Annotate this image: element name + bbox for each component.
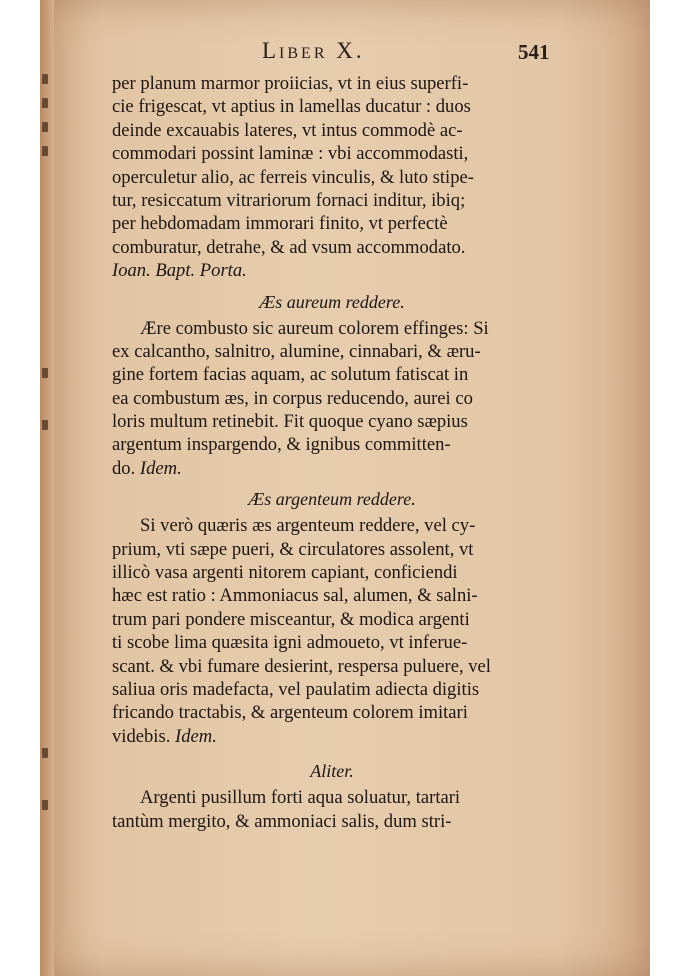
text-line: loris multum retinebit. Fit quoque cyano sæpius: [112, 411, 468, 433]
binding-mark: [42, 122, 48, 132]
line-end-text: do.: [112, 457, 136, 479]
body-text: [112, 72, 552, 833]
text-line: commodari possint laminæ : vbi accommodasti,: [112, 143, 469, 165]
section-heading: Æs argenteum reddere.: [248, 489, 416, 510]
text-line: per hebdomadam immorari finito, vt perfectè: [112, 213, 448, 235]
binding-mark: [42, 800, 48, 810]
text-line: cie frigescat, vt aptius in lamellas ducatur : duos: [112, 96, 471, 118]
binding-mark: [42, 368, 48, 378]
page-header: [40, 38, 650, 68]
binding-mark: [42, 748, 48, 758]
text-line: comburatur, detrahe, & ad vsum accommodato.: [112, 236, 466, 258]
text-line: illicò vasa argenti nitorem capiant, conficiendi: [112, 562, 458, 584]
section-heading: Aliter.: [310, 761, 354, 782]
text-line: tur, resiccatum vitrariorum fornaci inditur, ibiq;: [112, 189, 466, 211]
text-line: operculetur alio, ac ferreis vinculis, & luto stipe-: [112, 166, 474, 188]
binding-mark: [42, 98, 48, 108]
text-line: ex calcantho, salnitro, alumine, cinnabari, & æru-: [112, 340, 481, 362]
text-line: trum pari pondere misceantur, & modica argenti: [112, 608, 470, 630]
page-gutter: [40, 0, 54, 976]
line-end-text: videbis.: [112, 725, 171, 747]
text-line: [112, 457, 552, 480]
source-citation: Idem.: [139, 457, 182, 479]
binding-mark: [42, 420, 48, 430]
text-line: per planum marmor proiicias, vt in eius superfi-: [112, 73, 469, 94]
binding-mark: [42, 74, 48, 84]
text-line: deinde excauabis lateres, vt intus commodè ac-: [112, 119, 463, 141]
text-line: tantùm mergito, & ammoniaci salis, dum stri-: [112, 810, 452, 832]
text-line: Ære combusto sic aureum colorem effinges: Si: [140, 317, 489, 339]
text-line: argentum inspargendo, & ignibus committen-: [112, 434, 451, 456]
binding-mark: [42, 146, 48, 156]
text-line: [112, 725, 552, 748]
source-citation: Idem.: [175, 725, 217, 747]
section-heading: Æs aureum reddere.: [259, 291, 405, 312]
text-line: Argenti pusillum forti aqua soluatur, tartari: [140, 787, 461, 809]
running-title: Liber X.: [262, 38, 365, 63]
text-line: ea combustum æs, in corpus reducendo, aurei co: [112, 387, 473, 409]
text-line: gine fortem facias aquam, ac solutum fatiscat in: [112, 364, 469, 386]
text-line: ti scobe lima quæsita igni admoueto, vt inferue-: [112, 632, 468, 654]
text-line: saliua oris madefacta, vel paulatim adiecta digitis: [112, 678, 480, 700]
text-line: prium, vti sæpe pueri, & circulatores assolent, vt: [112, 538, 474, 560]
text-line: hæc est ratio : Ammoniacus sal, alumen, & salni-: [112, 585, 478, 607]
source-citation: Ioan. Bapt. Porta.: [112, 260, 247, 282]
text-line: scant. & vbi fumare desierint, respersa puluere, vel: [112, 655, 491, 677]
page-number: 541: [518, 40, 550, 64]
book-page: [40, 0, 650, 976]
text-line: fricando tractabis, & argenteum colorem imitari: [112, 702, 468, 724]
text-line: Si verò quæris æs argenteum reddere, vel cy-: [140, 515, 476, 537]
